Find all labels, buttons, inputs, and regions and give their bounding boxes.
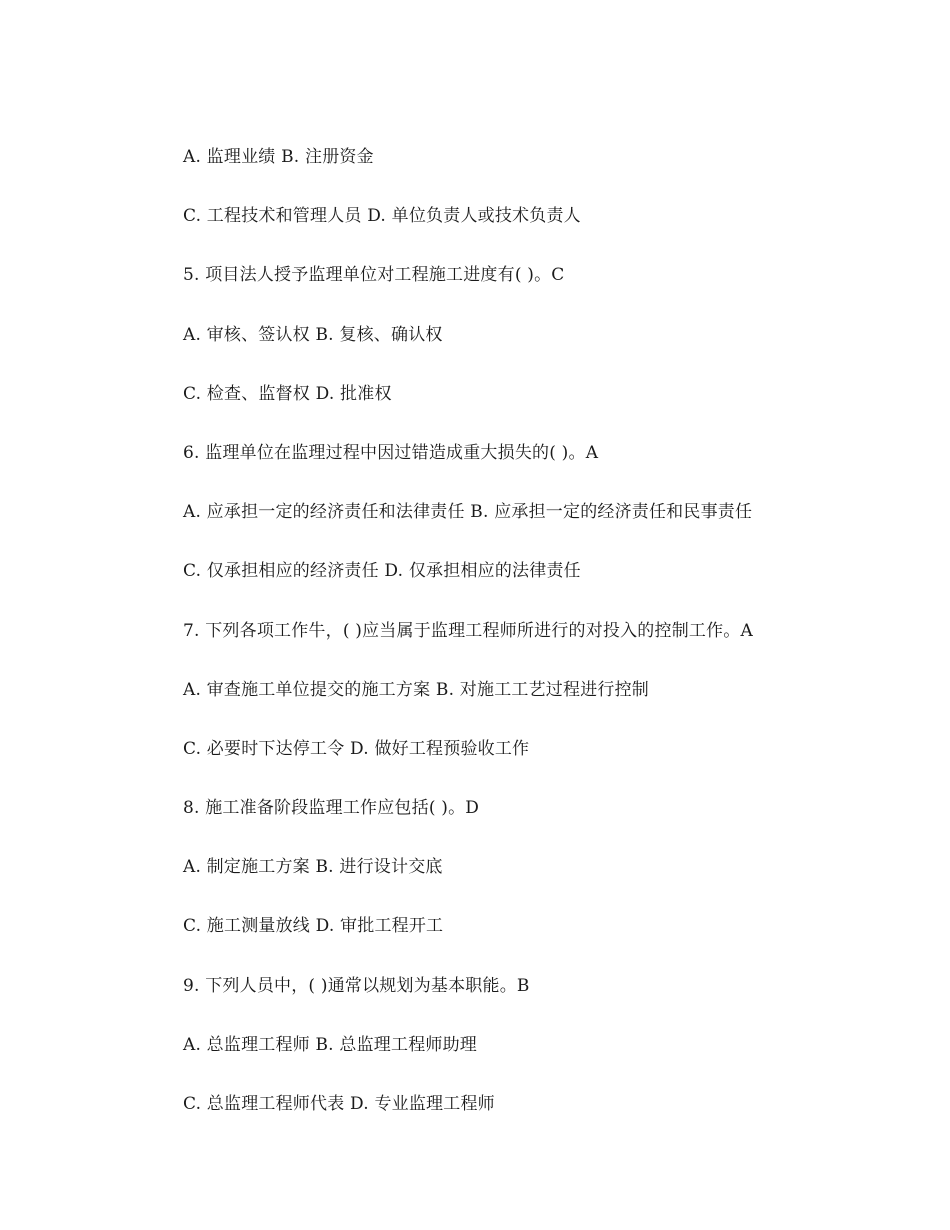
question-line: 7. 下列各项工作牛，( )应当属于监理工程师所进行的对投入的控制工作。A [183,620,753,641]
option-line: A. 审查施工单位提交的施工方案 B. 对施工工艺过程进行控制 [183,679,649,700]
option-line: C. 检查、监督权 D. 批准权 [183,383,392,404]
option-line: C. 仅承担相应的经济责任 D. 仅承担相应的法律责任 [183,561,581,582]
question-line: 9. 下列人员中，( )通常以规划为基本职能。B [183,975,530,996]
option-line: A. 制定施工方案 B. 进行设计交底 [183,857,443,878]
question-line: 5. 项目法人授予监理单位对工程施工进度有( )。C [183,265,565,286]
option-line: C. 施工测量放线 D. 审批工程开工 [183,916,444,937]
option-line: C. 工程技术和管理人员 D. 单位负责人或技术负责人 [183,206,581,227]
option-line: A. 监理业绩 B. 注册资金 [183,147,374,167]
option-line: A. 总监理工程师 B. 总监理工程师助理 [183,1034,477,1055]
question-line: 6. 监理单位在监理过程中因过错造成重大损失的( )。A [183,442,599,463]
option-line: A. 审核、签认权 B. 复核、确认权 [183,324,443,345]
question-line: 8. 施工准备阶段监理工作应包括( )。D [183,798,480,819]
option-line: C. 必要时下达停工令 D. 做好工程预验收工作 [183,738,530,759]
document-body [183,142,883,1148]
option-line: A. 应承担一定的经济责任和法律责任 B. 应承担一定的经济责任和民事责任 [183,502,753,523]
option-line: C. 总监理工程师代表 D. 专业监理工程师 [183,1094,495,1114]
